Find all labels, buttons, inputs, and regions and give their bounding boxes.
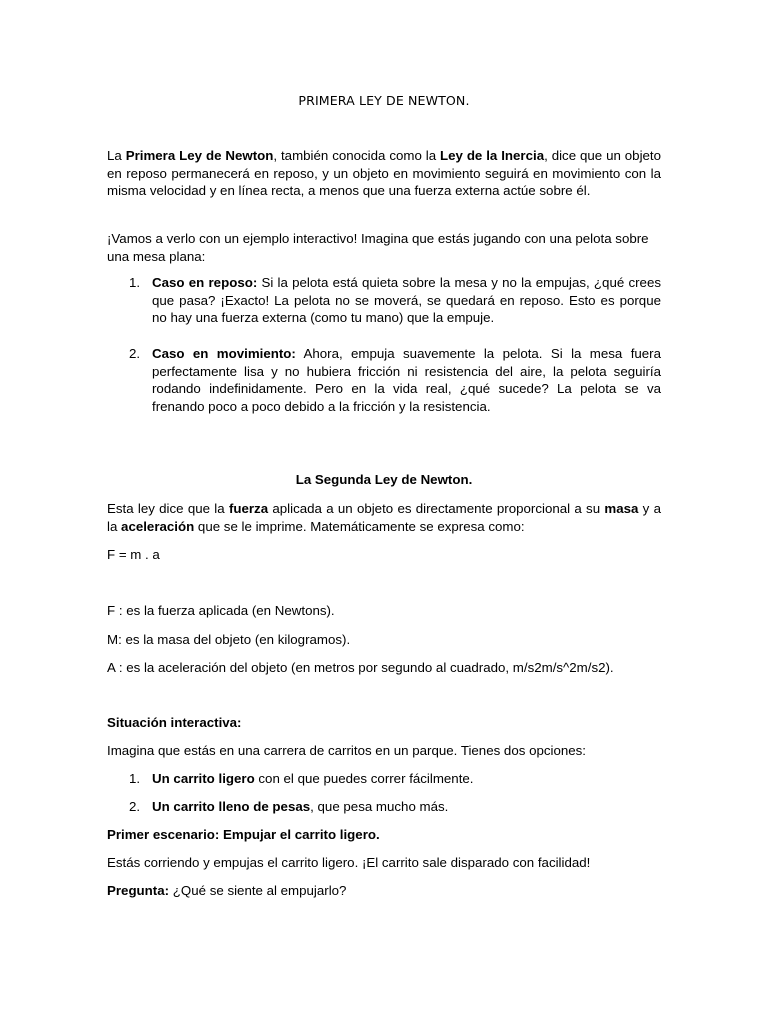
second-text-1: Esta ley dice que la: [107, 501, 229, 516]
case-label: Caso en movimiento:: [152, 346, 296, 361]
formula: F = m . a: [107, 547, 160, 562]
second-text-2: aplicada a un objeto es directamente proporcional a su: [268, 501, 605, 516]
question-label: Pregunta:: [107, 883, 170, 898]
option-label: Un carrito ligero: [152, 771, 255, 786]
invite-paragraph: ¡Vamos a verlo con un ejemplo interactivo! Imagina que estás jugando con una pelota sobre una mesa plana:: [107, 231, 649, 264]
intro-bold-2: Ley de la Inercia: [440, 148, 545, 163]
scenario-title: Primer escenario: Empujar el carrito ligero.: [107, 827, 380, 842]
case-body: [152, 345, 661, 415]
question: [107, 882, 661, 900]
list-number: 2.: [129, 799, 141, 814]
intro-text-3: , dice que un objeto en reposo permanecerá en reposo, y un objeto en movimiento seguirá en movimiento con la misma velocidad y en línea recta, a menos que una fuerza externa actúe sobre él.: [107, 148, 662, 199]
second-text-3: y a la: [107, 501, 661, 534]
list-number: 1.: [129, 771, 141, 786]
scenario-text: Estás corriendo y empujas el carrito ligero. ¡El carrito sale disparado con facilidad!: [107, 855, 591, 870]
second-law-title: La Segunda Ley de Newton.: [295, 472, 473, 487]
intro-bold-1: Primera Ley de Newton: [125, 148, 274, 163]
second-bold-2: masa: [604, 501, 639, 516]
case-text: Si la pelota está quieta sobre la mesa y no la empujas, ¿qué crees que pasa? ¡Exacto! La pelota no se moverá, se quedará en reposo. Esto es porque no hay una fuerza externa (como tu mano) que la empuje.: [152, 275, 661, 326]
case-label: Caso en reposo:: [152, 275, 258, 290]
intro-text-2: , también conocida como la: [273, 148, 440, 163]
case-body: [152, 274, 661, 327]
option-body: [152, 770, 661, 788]
intro-text-1: La: [107, 148, 126, 163]
situation-text: Imagina que estás en una carrera de carritos en un parque. Tienes dos opciones:: [107, 743, 586, 758]
option-text: con el que puedes correr fácilmente.: [254, 771, 474, 786]
definition-acceleration: A : es la aceleración del objeto (en metros por segundo al cuadrado, m/s2m/s^2m/s2).: [107, 660, 614, 675]
definition-mass: M: es la masa del objeto (en kilogramos).: [107, 632, 351, 647]
second-bold-1: fuerza: [228, 501, 269, 516]
question-text: ¿Qué se siente al empujarlo?: [169, 883, 347, 898]
second-text-4: que se le imprime. Matemáticamente se expresa como:: [194, 518, 525, 534]
definition-force: F : es la fuerza aplicada (en Newtons).: [107, 603, 335, 618]
case-text: Ahora, empuja suavemente la pelota. Si la mesa fuera perfectamente lisa y no hubiera fricción ni resistencia del aire, la pelota seguiría rodando indefinidamente. Pero en la vida real, ¿qué sucede? La pelota se va frenando poco a poco debido a la fricción y la resistencia.: [152, 346, 662, 414]
option-label: Un carrito lleno de pesas: [152, 799, 311, 814]
second-bold-3: aceleración: [121, 518, 195, 534]
list-number: 2.: [129, 346, 141, 361]
situation-title: Situación interactiva:: [107, 715, 242, 730]
option-text: , que pesa mucho más.: [310, 799, 449, 814]
second-law-intro: [107, 500, 661, 535]
page-title: PRIMERA LEY DE NEWTON.: [298, 93, 470, 108]
list-number: 1.: [129, 275, 141, 290]
option-body: [152, 798, 661, 816]
intro-paragraph: [107, 147, 661, 200]
